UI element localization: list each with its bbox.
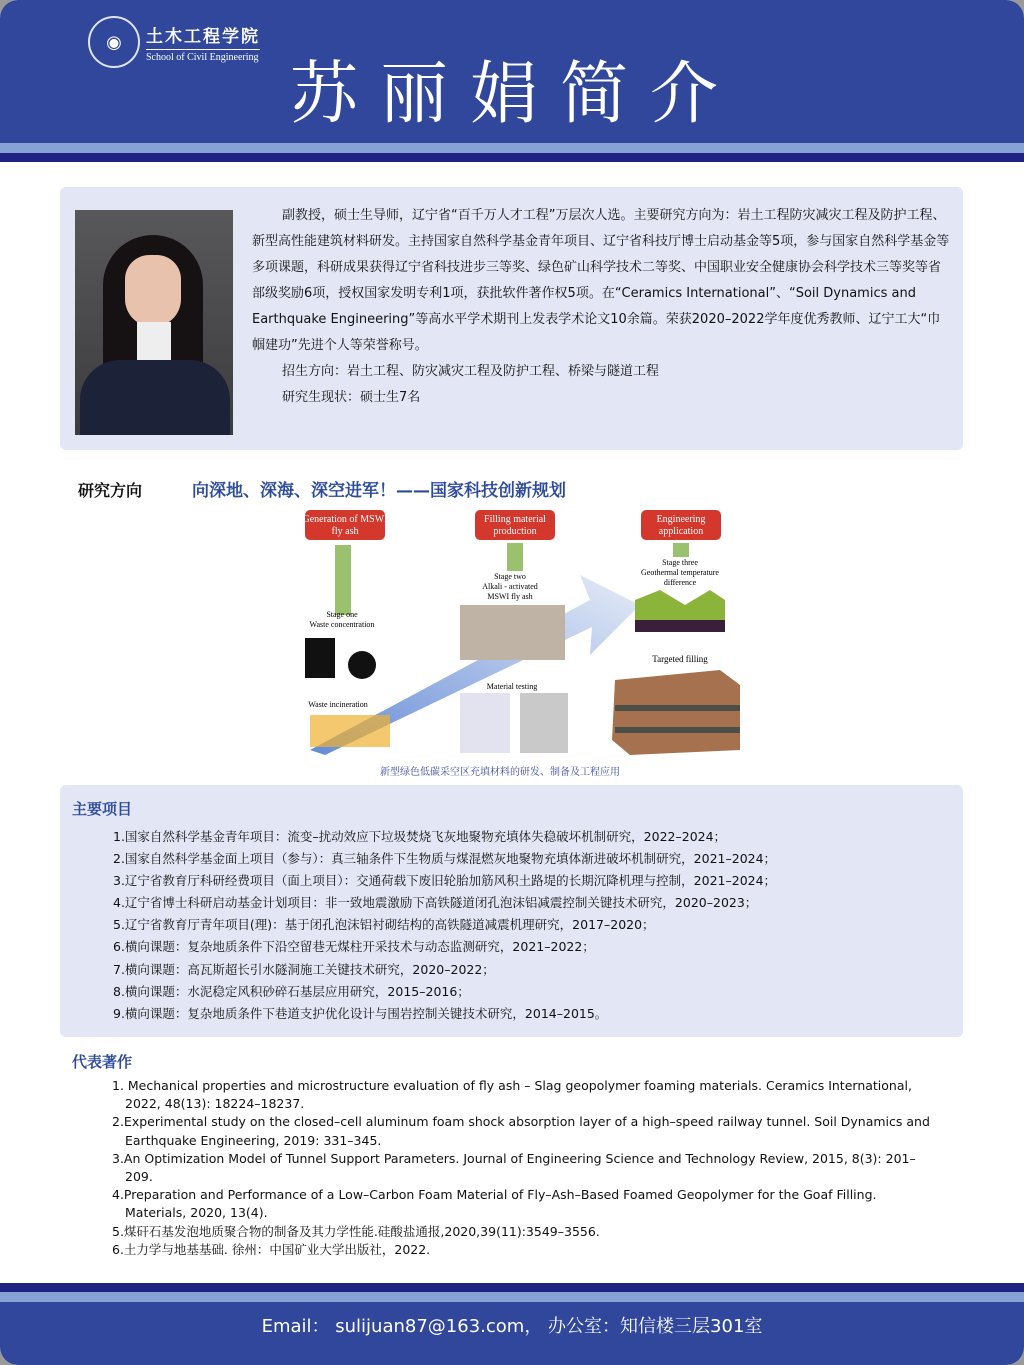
header-banner <box>0 0 1024 143</box>
project-item: 9.横向课题：复杂地质条件下巷道支护优化设计与围岩控制关键技术研究，2014–2015。 <box>113 1005 608 1021</box>
project-item: 3.辽宁省教育厅科研经费项目（面上项目）：交通荷载下废旧轮胎加筋风积土路堤的长期沉降机理与控制，2021–2024； <box>113 873 777 889</box>
student-status: 研究生现状：硕士生7名 <box>282 390 421 405</box>
stage-box <box>303 510 388 540</box>
svg-text:MSWI fly ash: MSWI fly ash <box>487 592 533 601</box>
svg-text:Generation of MSWIfly ash: Generation of MSWI fly ash <box>302 514 388 537</box>
svg-text:difference: difference <box>663 578 697 587</box>
school-seal-icon: ◉ <box>88 16 140 68</box>
svg-text:Filling materialproduction: Filling material production <box>484 514 546 537</box>
publications-heading: 代表著作 <box>72 1053 133 1071</box>
logo-cn: 土木工程学院 <box>146 22 260 50</box>
project-item: 2.国家自然科学基金面上项目（参与）：真三轴条件下生物质与煤混燃灰地聚物充填体渐进破坏机制研究，2021–2024； <box>113 851 777 867</box>
project-item: 4.辽宁省博士科研启动基金计划项目：非一致地震激励下高铁隧道闭孔泡沫铝减震控制关键技术研究，2020–2023； <box>113 895 758 911</box>
svg-text:Engineeringapplication: Engineering application <box>656 514 706 537</box>
divider <box>0 1292 1024 1302</box>
page-title: 苏丽娟简介 <box>290 55 741 134</box>
test-chart-image <box>460 693 510 753</box>
svg-text:Alkali - activated: Alkali - activated <box>482 582 538 591</box>
microstructure-image <box>460 605 565 660</box>
research-slogan: 向深地、深海、深空进军！——国家科技创新规划 <box>192 481 566 501</box>
waste-icon <box>348 651 376 679</box>
research-heading: 研究方向 <box>78 481 143 500</box>
stage-box <box>475 510 555 540</box>
sem-image <box>520 693 568 753</box>
bio-paragraph: 副教授，硕士生导师，辽宁省“百千万人才工程”万层次人选。主要研究方向为：岩土工程防灾减灾工程及防护工程、新型高性能建筑材料研发。主持国家自然科学基金青年项目、辽宁省科技厅博士启动基金等5项，参与国家自然科学基金等多项课题，科研成果获得辽宁省科技进步三等奖、绿色矿山科学技术二等奖、中国职业安全健康协会科学技术三等奖等省部级奖励6项，授权国家发明专利1项，获批软件著作权5项。在“Ceramics International”、“Soil Dynamics and Earthquake Engineering”等高水平学术期刊上发表学术论文10余篇。荣获2020–2022学年度优秀教师、辽宁工大“巾帼建功”先进个人等荣誉称号。 <box>252 208 950 353</box>
portrait-photo <box>75 210 233 435</box>
school-logo <box>88 16 260 68</box>
svg-text:Waste concentration: Waste concentration <box>309 620 375 629</box>
down-arrow-icon <box>335 545 351 615</box>
project-item: 8.横向课题：水泥稳定风积砂碎石基层应用研究，2015–2016； <box>113 983 470 999</box>
svg-text:Material testing: Material testing <box>486 682 538 691</box>
svg-text:Stage two: Stage two <box>494 572 526 581</box>
publication-item: 1. Mechanical properties and microstructure evaluation of fly ash – Slag geopolymer foaming materials. Ceramics International, 2022, 48(13): 18224–18237. <box>112 1078 912 1112</box>
project-item: 7.横向课题：高瓦斯超长引水隧洞施工关键技术研究，2020–2022； <box>113 961 495 977</box>
enrollment-directions: 招生方向：岩土工程、防灾减灾工程及防护工程、桥梁与隧道工程 <box>282 364 660 379</box>
strata-block-image <box>612 670 740 755</box>
publication-item: 3.An Optimization Model of Tunnel Support Parameters. Journal of Engineering Science and Technology Review, 2015, 8(3): 201–209. <box>112 1150 916 1185</box>
project-item: 5.辽宁省教育厅青年项目(理)：基于闭孔泡沫铝衬砌结构的高铁隧道减震机理研究，2017–2020； <box>113 917 655 933</box>
bio-text <box>252 203 952 411</box>
waste-icon <box>305 638 335 678</box>
publication-item: 2.Experimental study on the closed–cell aluminum foam shock absorption layer of a high–speed railway tunnel. Soil Dynamics and Earthquake Engineering, 2019: 331–345. <box>112 1114 930 1148</box>
divider <box>0 143 1024 153</box>
svg-text:Waste incineration: Waste incineration <box>308 700 368 709</box>
bio-panel <box>60 187 963 450</box>
project-item: 1.国家自然科学基金青年项目：流变–扰动效应下垃圾焚烧飞灰地聚物充填体失稳破坏机制研究，2022–2024； <box>113 829 727 844</box>
contact-info: Email： sulijuan87@163.com， 办公室：知信楼三层301室 <box>261 1316 763 1337</box>
divider <box>0 153 1024 162</box>
projects-heading: 主要项目 <box>72 800 133 818</box>
svg-text:Targeted filling: Targeted filling <box>652 654 708 664</box>
divider <box>0 1283 1024 1292</box>
research-diagram <box>290 505 750 765</box>
diagram-caption: 新型绿色低碳采空区充填材料的研发、制备及工程应用 <box>380 767 620 778</box>
project-item: 6.横向课题：复杂地质条件下沿空留巷无煤柱开采技术与动态监测研究，2021–2022； <box>113 939 595 955</box>
stage-box <box>641 510 721 540</box>
down-arrow-icon <box>673 543 689 557</box>
logo-en: School of Civil Engineering <box>146 51 259 63</box>
incinerator-icon <box>310 715 390 747</box>
publication-item: 4.Preparation and Performance of a Low–Carbon Foam Material of Fly–Ash–Based Foamed Geopolymer for the Goaf Filling. Materials, 2020, 13(4). <box>112 1187 877 1221</box>
publication-list <box>112 1077 932 1259</box>
projects-panel <box>60 785 963 1037</box>
svg-text:Geothermal temperature: Geothermal temperature <box>641 568 719 577</box>
project-list <box>113 826 776 1025</box>
publication-item: 6.土力学与地基基础. 徐州：中国矿业大学出版社，2022. <box>112 1241 431 1257</box>
footer <box>0 1302 1024 1365</box>
svg-text:Stage one: Stage one <box>326 610 358 619</box>
publication-item: 5.煤矸石基发泡地质聚合物的制备及其力学性能.硅酸盐通报,2020,39(11):3549–3556. <box>112 1223 600 1239</box>
down-arrow-icon <box>507 543 523 571</box>
svg-text:Stage three: Stage three <box>662 558 698 567</box>
